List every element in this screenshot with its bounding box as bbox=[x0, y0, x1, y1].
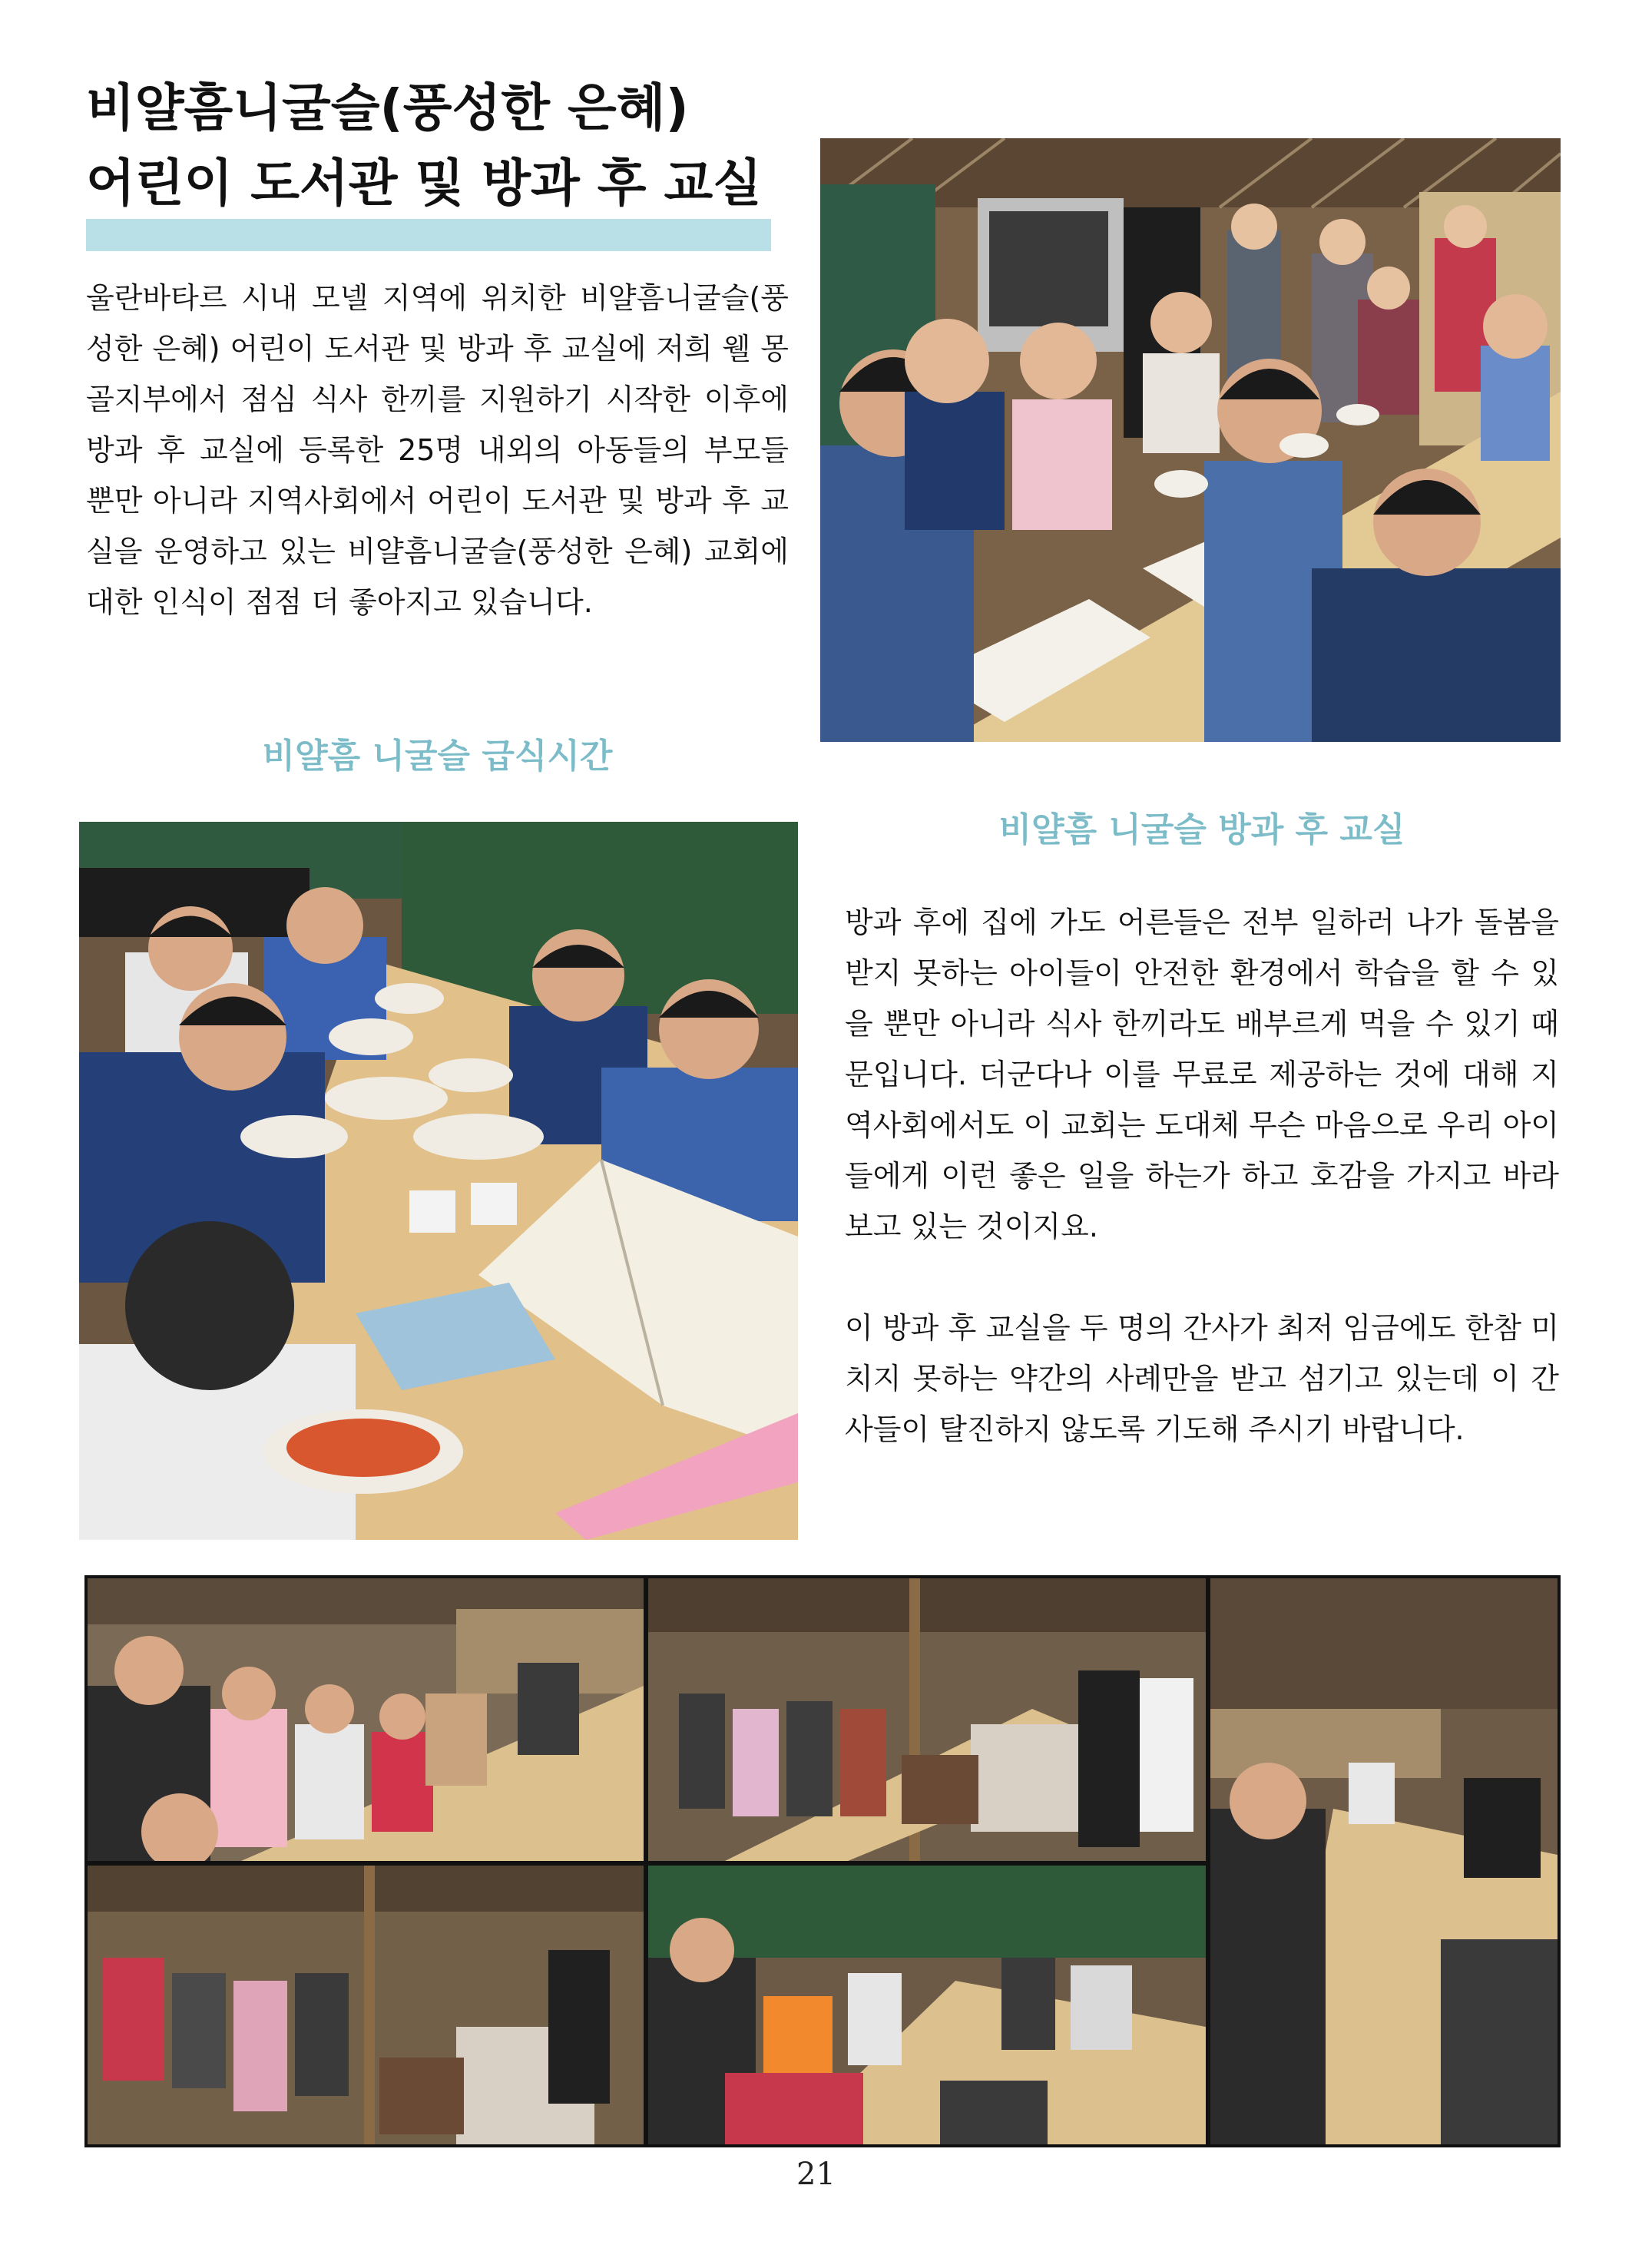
title-line-2: 어린이 도서관 및 방과 후 교실 bbox=[86, 154, 762, 213]
after-school-class-caption: 비얄흠 니굴슬 방과 후 교실 bbox=[998, 810, 1405, 849]
story-paragraph-1: 방과 후에 집에 가도 어른들은 전부 일하러 나가 돌봄을 받지 못하는 아이들이 안전한 환경에서 학습을 할 수 있을 뿐만 아니라 식사 한끼라도 배부르게 먹을 수 있기 때문입니다. 더군다나 이를 무료로 제공하는 것에 대해 지역사회에서도 이 교회는 도대체 무슨 마음으로 우리 아이들에게 이런 좋은 일을 하는가 하고 호감을 가지고 바라보고 있는 것이지요. bbox=[845, 906, 1559, 1243]
intro-paragraph: 울란바타르 시내 모넬 지역에 위치한 비얄흠니굴슬(풍성한 은혜) 어린이 도서관 및 방과 후 교실에 저희 웰 몽골지부에서 점심 식사 한끼를 지원하기 시작한 이후에 방과 후 교실에 등록한 25명 내외의 아동들의 부모들 뿐만 아니라 지역사회에서 어린이 도서관 및 방과 후 교실을 운영하고 있는 비얄흠니굴슬(풍성한 은혜) 교회에 대한 인식이 점점 더 좋아지고 있습니다. bbox=[86, 281, 789, 619]
page-title bbox=[86, 71, 777, 221]
meal-time-caption: 비얄흠 니굴슬 급식시간 bbox=[262, 737, 613, 776]
collage-photo-4 bbox=[88, 1866, 644, 2144]
meal-time-photo bbox=[79, 822, 798, 1540]
classroom-photo bbox=[820, 138, 1561, 742]
title-underline-bar bbox=[86, 219, 771, 251]
collage-photo-3 bbox=[1210, 1578, 1558, 2144]
page-number: 21 bbox=[796, 2157, 836, 2192]
title-line-1: 비얄흠니굴슬(풍성한 은혜) bbox=[86, 78, 689, 137]
collage-photo-1 bbox=[88, 1578, 644, 1861]
photo-collage bbox=[84, 1575, 1561, 2147]
story-paragraph-2: 이 방과 후 교실을 두 명의 간사가 최저 임금에도 한참 미치지 못하는 약간의 사례만을 받고 섬기고 있는데 이 간사들이 탈진하지 않도록 기도해 주시기 바랍니다. bbox=[845, 1311, 1559, 1446]
story-text bbox=[845, 897, 1559, 1505]
collage-photo-2 bbox=[648, 1578, 1206, 1861]
collage-photo-5 bbox=[648, 1866, 1206, 2144]
